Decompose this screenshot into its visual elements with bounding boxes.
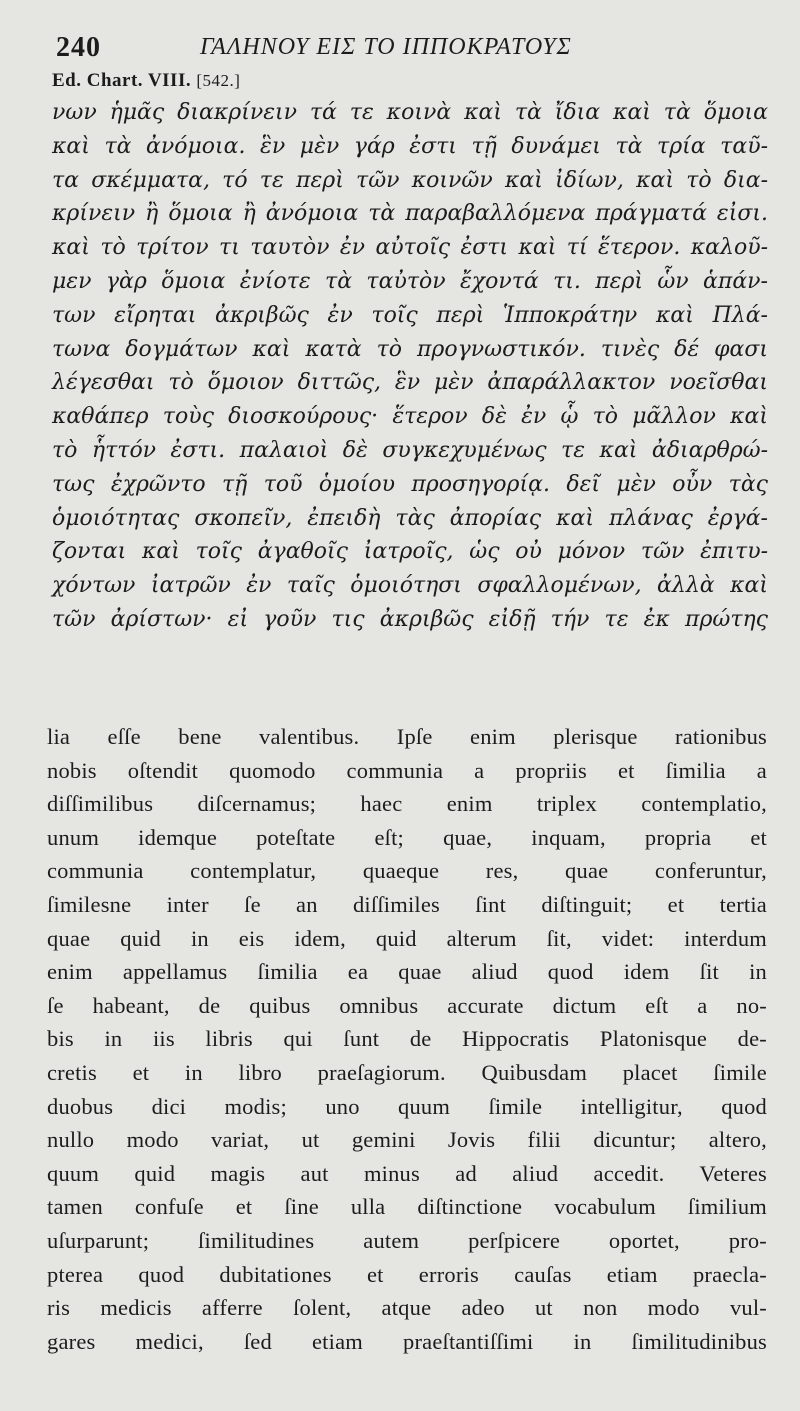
- latin-text-line: unum idemque poteſtate eſt; quae, inquam, propria et: [47, 824, 767, 850]
- latin-text-line: nobis oſtendit quomodo communia a propriis et ſimilia a: [47, 757, 767, 783]
- latin-text-line: uſurparunt; ſimilitudines autem perſpicere oportet, pro-: [47, 1227, 767, 1253]
- page-header: [50, 30, 770, 70]
- edition-label: Ed. Chart. VIII.: [52, 70, 192, 91]
- greek-text-line: καὶ τὸ τρίτον τι ταυτὸν ἐν αὐτοῖς ἐστι καὶ τί ἕτερον. καλοῦ-: [52, 235, 768, 261]
- edition-reference: [52, 70, 240, 92]
- greek-text-line: των εἴρηται ἀκριβῶς ἐν τοῖς περὶ Ἱπποκράτην καὶ Πλά-: [52, 302, 768, 328]
- greek-text-line: τωνα δογμάτων καὶ κατὰ τὸ προγνωστικόν. τινὲς δέ φασι: [52, 336, 768, 362]
- page-number: 240: [56, 32, 101, 63]
- greek-text-line: ὁμοιότητας σκοπεῖν, ἐπειδὴ τὰς ἀπορίας καὶ πλάνας ἐργά-: [52, 505, 768, 531]
- latin-text-line: duobus dici modis; uno quum ſimile intelligitur, quod: [47, 1093, 767, 1119]
- greek-text-line: λέγεσθαι τὸ ὅμοιον διττῶς, ἓν μὲν ἀπαράλλακτον νοεῖσθαι: [52, 370, 768, 396]
- greek-text-line: καθάπερ τοὺς διοσκούρους· ἕτερον δὲ ἐν ᾧ τὸ μᾶλλον καὶ: [52, 404, 768, 430]
- greek-text-line: τῶν ἀρίστων· εἰ γοῦν τις ἀκριβῶς εἰδῇ τήν τε ἐκ πρώτης: [52, 606, 768, 632]
- greek-text-line: τως ἐχρῶντο τῇ τοῦ ὁμοίου προσηγορίᾳ. δεῖ μὲν οὖν τὰς: [52, 471, 768, 497]
- greek-text-block: [52, 96, 768, 637]
- latin-text-block: [47, 720, 767, 1358]
- edition-page-ref: [542.]: [196, 71, 241, 90]
- latin-text-line: cretis et in libro praeſagiorum. Quibusdam placet ſimile: [47, 1059, 767, 1085]
- latin-text-line: diſſimilibus diſcernamus; haec enim triplex contemplatio,: [47, 791, 767, 817]
- latin-text-line: gares medici, ſed etiam praeſtantiſſimi in ſimilitudinibus: [47, 1328, 767, 1354]
- greek-text-line: τὸ ἧττόν ἐστι. παλαιοὶ δὲ συγκεχυμένως τε καὶ ἀδιαρθρώ-: [52, 437, 768, 463]
- latin-text-line: tamen confuſe et ſine ulla diſtinctione vocabulum ſimilium: [47, 1194, 767, 1220]
- latin-text-line: pterea quod dubitationes et erroris cauſas etiam praecla-: [47, 1261, 767, 1287]
- running-head: ΓΑΛΗΝΟΥ ΕΙΣ ΤΟ ΙΠΠΟΚΡΑΤΟΥΣ: [200, 34, 572, 60]
- greek-text-line: μεν γὰρ ὅμοια ἐνίοτε τὰ ταὐτὸν ἔχοντά τι. περὶ ὧν ἁπάν-: [52, 268, 768, 294]
- latin-text-line: ſimilesne inter ſe an diſſimiles ſint diſtinguit; et tertia: [47, 891, 767, 917]
- greek-text-line: καὶ τὰ ἀνόμοια. ἓν μὲν γάρ ἐστι τῇ δυνάμει τὰ τρία ταῦ-: [52, 133, 768, 159]
- latin-text-line: bis in iis libris qui ſunt de Hippocratis Platonisque de-: [47, 1026, 767, 1052]
- greek-text-line: νων ἡμᾶς διακρίνειν τά τε κοινὰ καὶ τὰ ἴδια καὶ τὰ ὅμοια: [52, 100, 768, 125]
- latin-text-line: quae quid in eis idem, quid alterum ſit, videt: interdum: [47, 925, 767, 951]
- latin-text-line: ris medicis afferre ſolent, atque adeo ut non modo vul-: [47, 1295, 767, 1321]
- latin-text-line: lia eſſe bene valentibus. Ipſe enim plerisque rationibus: [47, 724, 767, 749]
- greek-text-line: κρίνειν ἢ ὅμοια ἢ ἀνόμοια τὰ παραβαλλόμενα πράγματά εἰσι.: [52, 201, 768, 227]
- latin-text-line: quum quid magis aut minus ad aliud accedit. Veteres: [47, 1160, 767, 1186]
- latin-text-line: ſe habeant, de quibus omnibus accurate dictum eſt a no-: [47, 992, 767, 1018]
- greek-text-line: τα σκέμματα, τό τε περὶ τῶν κοινῶν καὶ ἰδίων, καὶ τὸ δια-: [52, 167, 768, 193]
- latin-text-line: enim appellamus ſimilia ea quae aliud quod idem ſit in: [47, 959, 767, 985]
- greek-text-line: ζονται καὶ τοῖς ἀγαθοῖς ἰατροῖς, ὡς οὐ μόνον τῶν ἐπιτυ-: [52, 539, 768, 565]
- latin-text-line: nullo modo variat, ut gemini Jovis filii dicuntur; altero,: [47, 1127, 767, 1153]
- greek-text-line: χόντων ἰατρῶν ἐν ταῖς ὁμοιότησι σφαλλομένων, ἀλλὰ καὶ: [52, 573, 768, 599]
- latin-text-line: communia contemplatur, quaeque res, quae conferuntur,: [47, 858, 767, 884]
